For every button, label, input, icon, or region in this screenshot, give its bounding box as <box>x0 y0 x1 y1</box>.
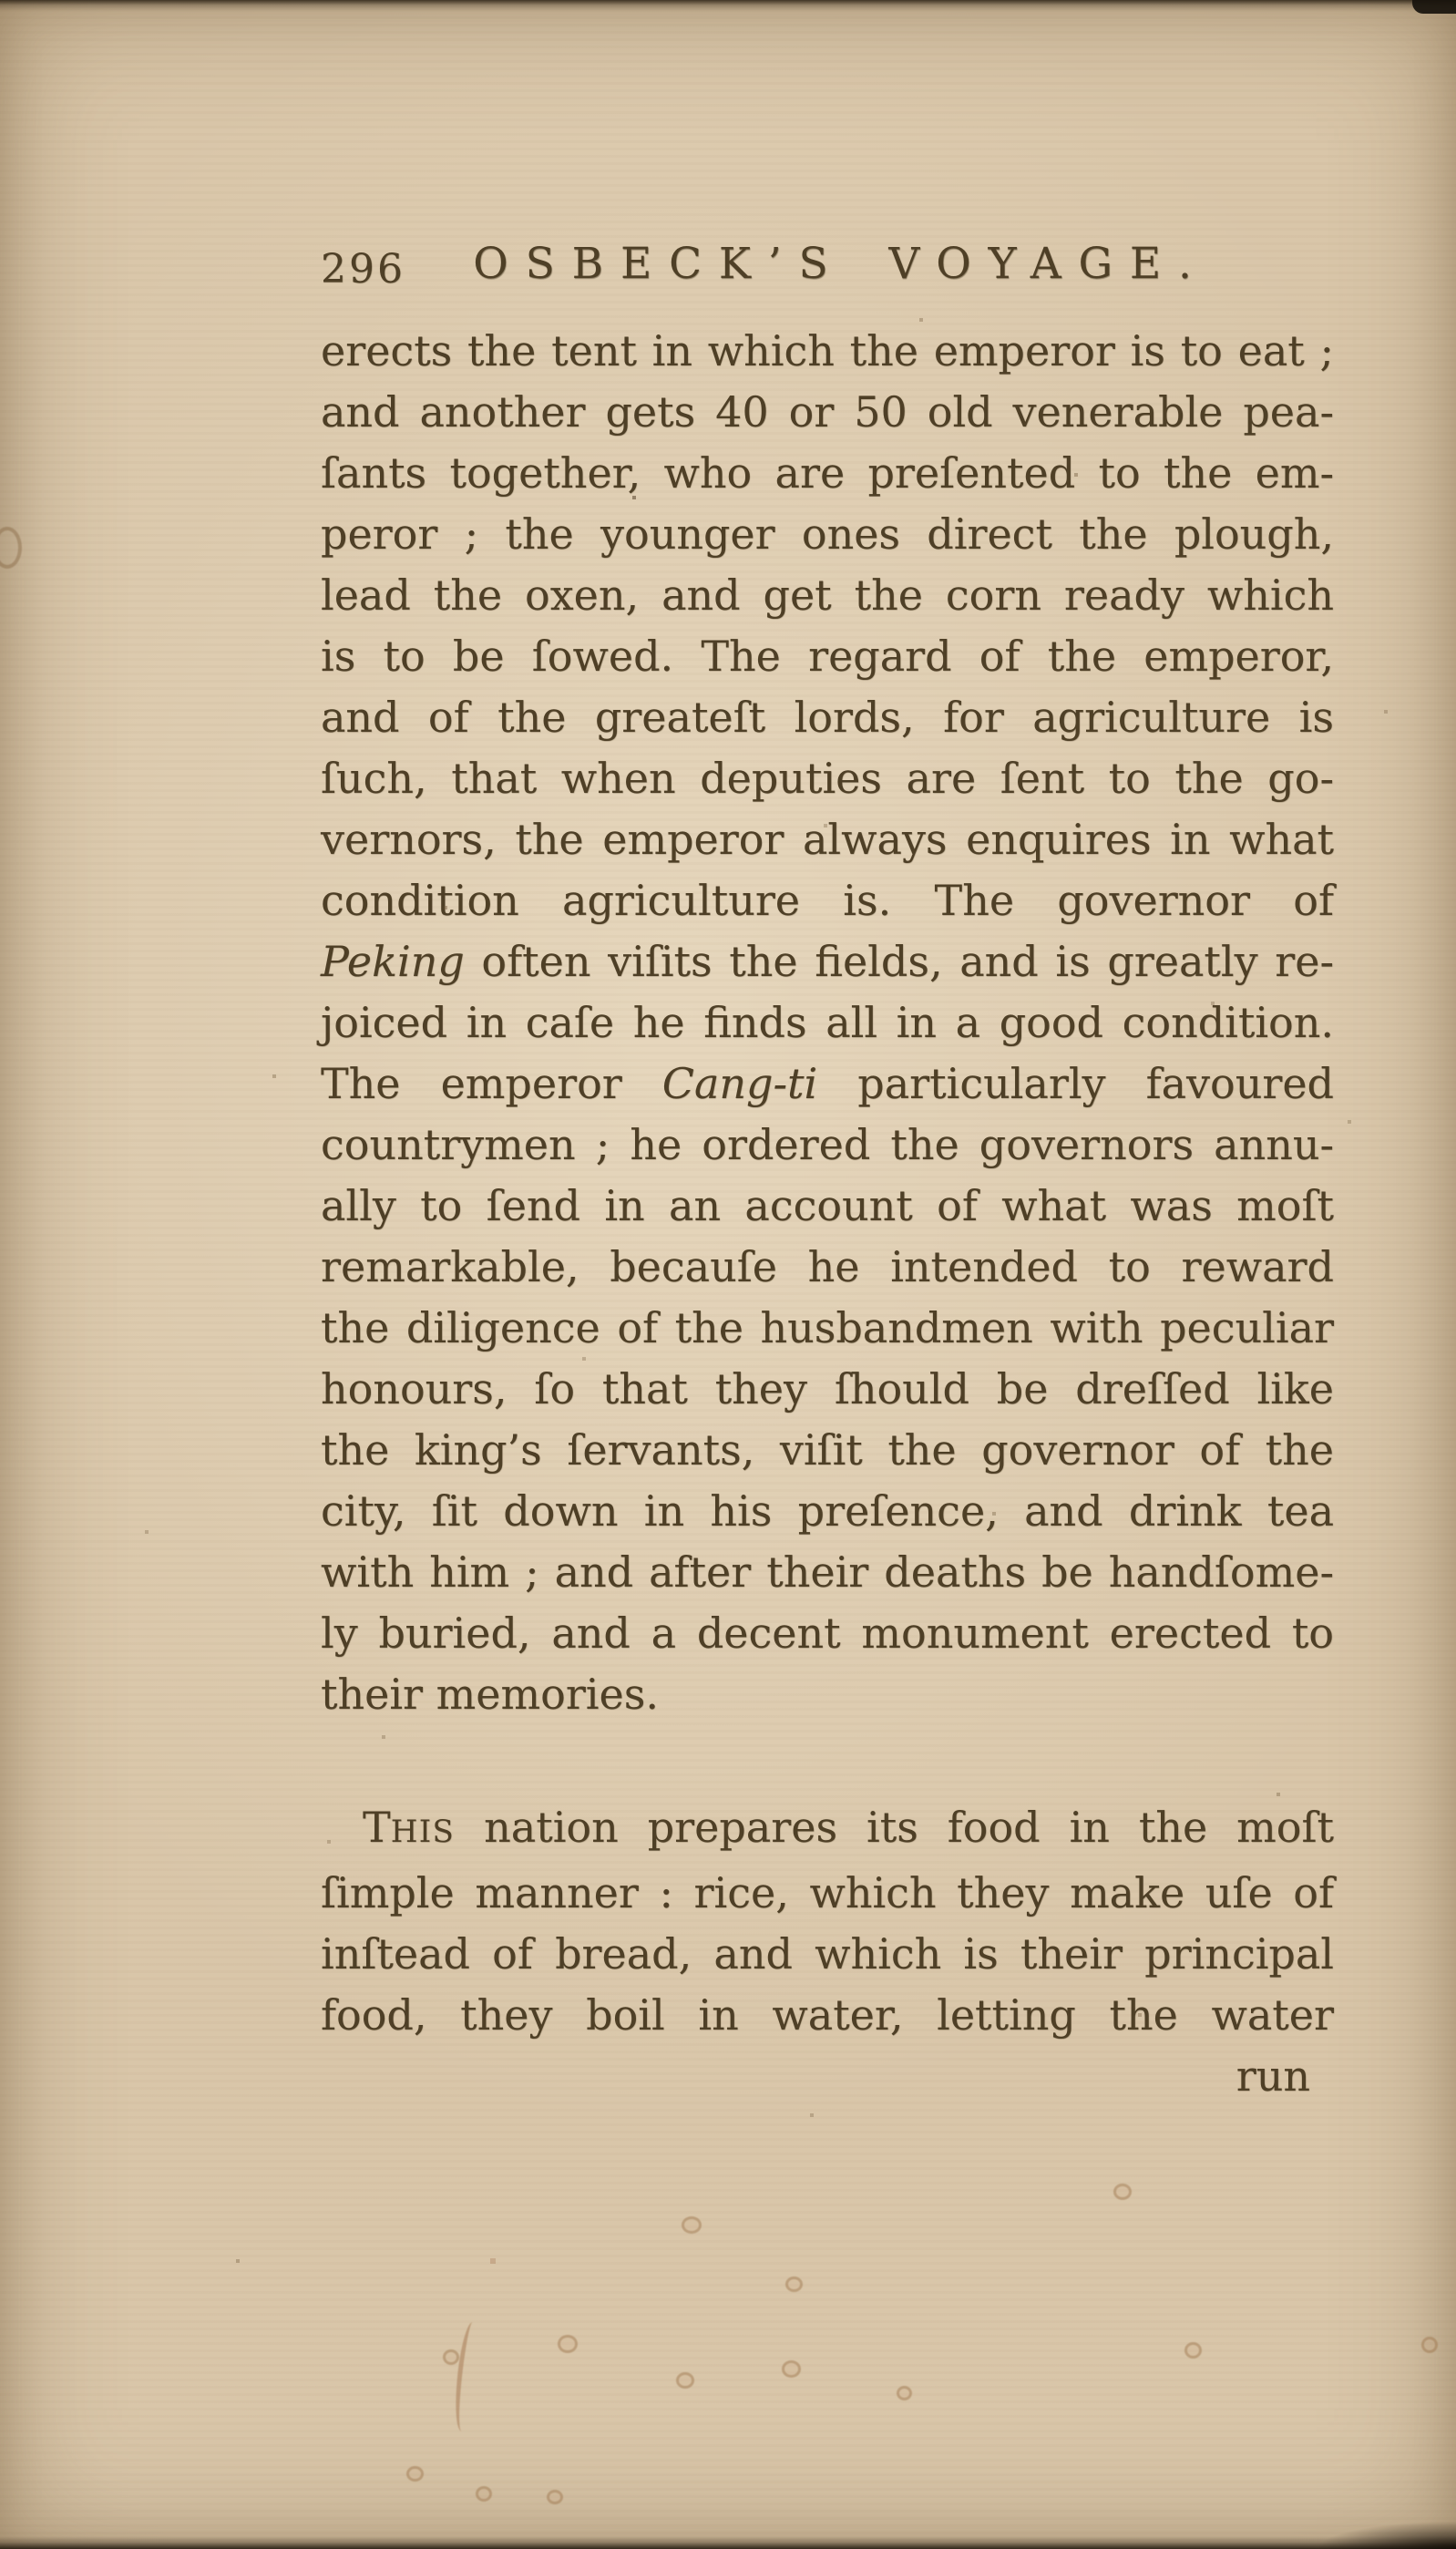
text-segment: and another gets 40 or 50 old venerable pea- <box>321 387 1334 437</box>
running-title: OSBECK’S VOYAGE. <box>473 239 1209 289</box>
foxing-ring <box>785 2277 803 2292</box>
foxing-ring <box>558 2335 578 2353</box>
text-segment: the king’s ſervants, viſit the governor of the <box>321 1425 1334 1475</box>
foxing-ring <box>406 2466 424 2482</box>
text-segment: with him ; and after their deaths be handſome- <box>321 1547 1334 1597</box>
text-line <box>321 931 1334 992</box>
text-line <box>321 382 1334 443</box>
text-segment: ſimple manner : rice, which they make uſe of <box>321 1868 1334 1917</box>
text-block <box>321 321 1334 2107</box>
foxing-ring <box>1184 2342 1202 2359</box>
paragraph-2 <box>321 1797 1334 2046</box>
text-segment: condition agriculture is. The governor of <box>321 876 1334 925</box>
paper-specks <box>0 0 2 2</box>
text-line <box>321 870 1334 931</box>
text-segment: often viſits the fields, and is greatly re- <box>464 937 1334 986</box>
text-line <box>321 992 1334 1054</box>
text-line <box>321 1542 1334 1603</box>
text-segment: T <box>363 1803 391 1852</box>
text-segment: ally to ſend in an account of what was moſt <box>321 1181 1334 1230</box>
text-segment: vernors, the emperor always enquires in what <box>321 815 1334 864</box>
text-segment: lead the oxen, and get the corn ready which <box>321 570 1334 620</box>
text-segment: Cang-ti <box>661 1059 818 1108</box>
text-segment: HIS <box>390 1814 456 1850</box>
text-segment: ſants together, who are preſented to the em- <box>321 448 1334 498</box>
scan-edge-bottom <box>0 2536 1456 2549</box>
scan-corner-notch <box>1412 0 1456 14</box>
foxing-ring <box>782 2360 801 2378</box>
text-segment: ſuch, that when deputies are ſent to the go- <box>321 754 1334 803</box>
paragraph-1 <box>321 321 1334 1725</box>
text-line <box>321 565 1334 626</box>
text-line <box>321 748 1334 809</box>
text-line <box>321 321 1334 382</box>
text-segment: Peking <box>321 937 465 986</box>
text-segment: countrymen ; he ordered the governors annu- <box>321 1120 1334 1169</box>
text-line <box>321 1797 1334 1863</box>
text-line <box>321 687 1334 748</box>
worm-stain <box>451 2321 483 2432</box>
text-segment: and of the greateſt lords, for agriculture is <box>321 693 1334 742</box>
text-line <box>321 504 1334 565</box>
scan-edge-top <box>0 0 1456 11</box>
text-line <box>321 1054 1334 1115</box>
text-line <box>321 1420 1334 1481</box>
foxing-ring <box>897 2386 912 2400</box>
text-line <box>321 443 1334 504</box>
text-segment: peror ; the younger ones direct the plough, <box>321 509 1334 559</box>
text-line <box>321 1664 1334 1725</box>
margin-mark <box>0 527 22 569</box>
text-segment: their memories. <box>321 1670 659 1719</box>
foxing-ring <box>476 2486 492 2502</box>
text-segment: particularly favoured <box>817 1059 1334 1108</box>
text-segment: ly buried, and a decent monument erected to <box>321 1609 1334 1658</box>
page-number: 296 <box>321 246 405 293</box>
text-line <box>321 626 1334 687</box>
text-segment: erects the tent in which the emperor is to eat ; <box>321 326 1334 375</box>
text-segment: inſtead of bread, and which is their principal <box>321 1929 1334 1979</box>
text-segment: the diligence of the husbandmen with peculiar <box>321 1303 1334 1352</box>
text-line <box>321 1481 1334 1542</box>
text-line <box>321 1603 1334 1664</box>
text-segment: city, ſit down in his preſence, and drink tea <box>321 1486 1334 1536</box>
catchword-row <box>321 2046 1334 2107</box>
catchword: run <box>1236 2051 1310 2101</box>
text-line <box>321 1176 1334 1237</box>
text-line <box>321 809 1334 870</box>
scan-corner-shadow <box>1319 2522 1456 2549</box>
running-head <box>321 239 1334 315</box>
text-segment: remarkable, becauſe he intended to reward <box>321 1242 1334 1291</box>
foxing-ring <box>676 2372 694 2389</box>
text-segment: is to be ſowed. The regard of the emperor, <box>321 632 1334 681</box>
text-segment: nation prepares its food in the moſt <box>455 1803 1334 1852</box>
foxing-ring <box>1421 2337 1438 2353</box>
text-line <box>321 1115 1334 1176</box>
text-segment: food, they boil in water, letting the water <box>321 1990 1334 2040</box>
text-line <box>321 1985 1334 2046</box>
foxing-ring <box>443 2349 459 2365</box>
text-line <box>321 1237 1334 1298</box>
text-segment: honours, ſo that they ſhould be dreſſed like <box>321 1364 1334 1413</box>
foxing-ring <box>1113 2184 1132 2200</box>
text-segment: joiced in caſe he finds all in a good condition. <box>321 998 1334 1047</box>
foxing-ring <box>547 2490 563 2504</box>
text-line <box>321 1298 1334 1359</box>
text-line <box>321 1924 1334 1985</box>
text-line <box>321 1863 1334 1924</box>
foxing-ring <box>682 2216 702 2234</box>
text-line <box>321 1359 1334 1420</box>
text-segment: The emperor <box>321 1059 662 1108</box>
